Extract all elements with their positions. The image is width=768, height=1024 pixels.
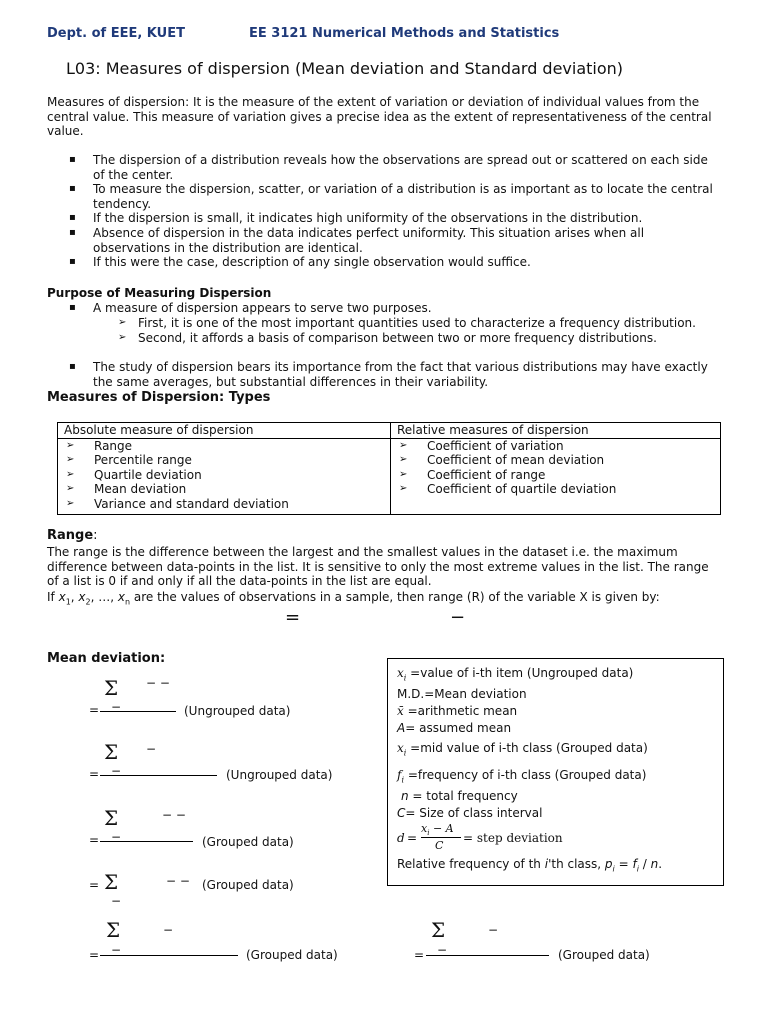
sigma-symbol: Σ	[104, 740, 119, 764]
sigma-symbol: Σ	[106, 918, 121, 942]
list-item: ▪ To measure the dispersion, scatter, or variation of a distribution is as important as to locate the central tendency.	[47, 182, 719, 211]
list-item: ▪ The dispersion of a distribution reveals how the observations are spread out or scattered on each side of the center.	[47, 153, 719, 182]
legend-row: x̄ =arithmetic mean	[397, 704, 518, 719]
list-item: ➢ Coefficient of quartile deviation	[397, 482, 714, 497]
ungrouped-label: (Ungrouped data)	[226, 768, 333, 782]
range-minus: −	[450, 607, 466, 628]
absolute-list	[64, 439, 384, 512]
types-heading: Measures of Dispersion: Types	[47, 390, 271, 405]
list-item: ➢ Percentile range	[64, 453, 384, 468]
absolute-header: Absolute measure of dispersion	[58, 423, 391, 439]
range-formula-text: If $x_1$, $x_2$, …, $x_n$ are the values of observations in a sample, then range (R) of the variable X is given by:	[47, 590, 660, 607]
mean-deviation-heading: Mean deviation:	[47, 651, 166, 666]
legend-row: $x_i$ =value of i-th item (Ungrouped data)	[397, 666, 634, 683]
list-item: ▪ The study of dispersion bears its importance from the fact that various distributions may have exactly the same averages, but substantial differences in their variability.	[47, 360, 719, 389]
overbar: −	[163, 923, 174, 937]
legend-row: Relative frequency of th i'th class, $p_i = f_i / n$.	[397, 857, 663, 874]
overbar: −	[111, 894, 122, 908]
grouped-label: (Grouped data)	[202, 878, 294, 892]
sigma-symbol: Σ	[431, 918, 446, 942]
sigma-symbol: Σ	[104, 870, 119, 894]
equals-sign: =	[414, 948, 425, 962]
legend-row: $x_i =mid$ value of i-th class (Grouped data)	[397, 741, 648, 758]
list-item: ➢ Second, it affords a basis of comparison between two or more frequency distributions.	[98, 331, 708, 346]
sigma-symbol: Σ	[104, 806, 119, 830]
purpose-subpoints	[98, 316, 708, 345]
overbar: − −	[146, 676, 170, 690]
list-item: ➢ Mean deviation	[64, 482, 384, 497]
purpose-heading: Purpose of Measuring Dispersion	[47, 286, 272, 300]
types-table	[57, 422, 721, 515]
range-equals: =	[285, 607, 301, 628]
equals-sign: =	[89, 833, 100, 847]
grouped-label: (Grouped data)	[202, 835, 294, 849]
list-item: ➢ Range	[64, 439, 384, 454]
legend-row: d = $x_i - A$ C = step deviation	[397, 822, 563, 853]
legend-row: A= assumed mean	[397, 721, 512, 736]
range-paragraph: The range is the difference between the largest and the smallest values in the dataset i.e. the maximum difference between data-points in the list. It is sensitive to only the most extreme values in the list. The range of a list is 0 if and only if all the data-points in the list are equal.	[47, 545, 709, 589]
list-item: ➢ Coefficient of range	[397, 468, 714, 483]
list-item: ➢ Variance and standard deviation	[64, 497, 384, 512]
list-item: ▪ If this were the case, description of any single observation would suffice.	[47, 255, 719, 270]
equals-sign: =	[89, 878, 100, 892]
overbar: −	[111, 700, 122, 714]
list-item: ➢ Quartile deviation	[64, 468, 384, 483]
list-item: ➢ First, it is one of the most important quantities used to characterize a frequency distribution.	[98, 316, 708, 331]
list-item: ➢ Coefficient of mean deviation	[397, 453, 714, 468]
range-heading: Range:	[47, 528, 98, 543]
equals-sign: =	[89, 948, 100, 962]
intro-paragraph: Measures of dispersion: It is the measure of the extent of variation or deviation of individual values from the central value. This measure of variation gives a precise idea as the extent of representativeness of the central value.	[47, 95, 712, 139]
grouped-label: (Grouped data)	[558, 948, 650, 962]
relative-header: Relative measures of dispersion	[391, 423, 721, 439]
grouped-label: (Grouped data)	[246, 948, 338, 962]
course-label: EE 3121 Numerical Methods and Statistics	[249, 26, 560, 41]
overbar: −	[437, 943, 448, 957]
legend-row: C= Size of class interval	[397, 806, 543, 821]
list-item: ▪ If the dispersion is small, it indicates high uniformity of the observations in the distribution.	[47, 211, 719, 226]
overbar: − −	[162, 808, 186, 822]
dispersion-bullets	[47, 153, 719, 270]
purpose-bullets	[47, 301, 719, 316]
list-item: ▪ A measure of dispersion appears to serve two purposes.	[47, 301, 719, 316]
overbar: −	[111, 764, 122, 778]
overbar: −	[146, 742, 157, 756]
legend-row: n = total frequency	[401, 789, 518, 804]
overbar: −	[488, 923, 499, 937]
list-item: ▪ Absence of dispersion in the data indicates perfect uniformity. This situation arises when all observations in the distribution are identical.	[47, 226, 719, 255]
notation-legend	[387, 658, 724, 886]
legend-row: M.D.=Mean deviation	[397, 687, 527, 702]
page-title: L03: Measures of dispersion (Mean deviation and Standard deviation)	[66, 59, 624, 78]
overbar: − −	[166, 874, 190, 888]
equals-sign: =	[89, 767, 100, 781]
ungrouped-label: (Ungrouped data)	[184, 704, 291, 718]
equals-sign: =	[89, 703, 100, 717]
sigma-symbol: Σ	[104, 676, 119, 700]
legend-row: $f_i$ =frequency of i-th class (Grouped data)	[397, 767, 647, 785]
purpose-bullets-2	[47, 360, 719, 389]
overbar: −	[111, 943, 122, 957]
overbar: −	[111, 830, 122, 844]
dept-label: Dept. of EEE, KUET	[47, 26, 185, 41]
list-item: ➢ Coefficient of variation	[397, 439, 714, 454]
relative-list	[397, 439, 714, 497]
